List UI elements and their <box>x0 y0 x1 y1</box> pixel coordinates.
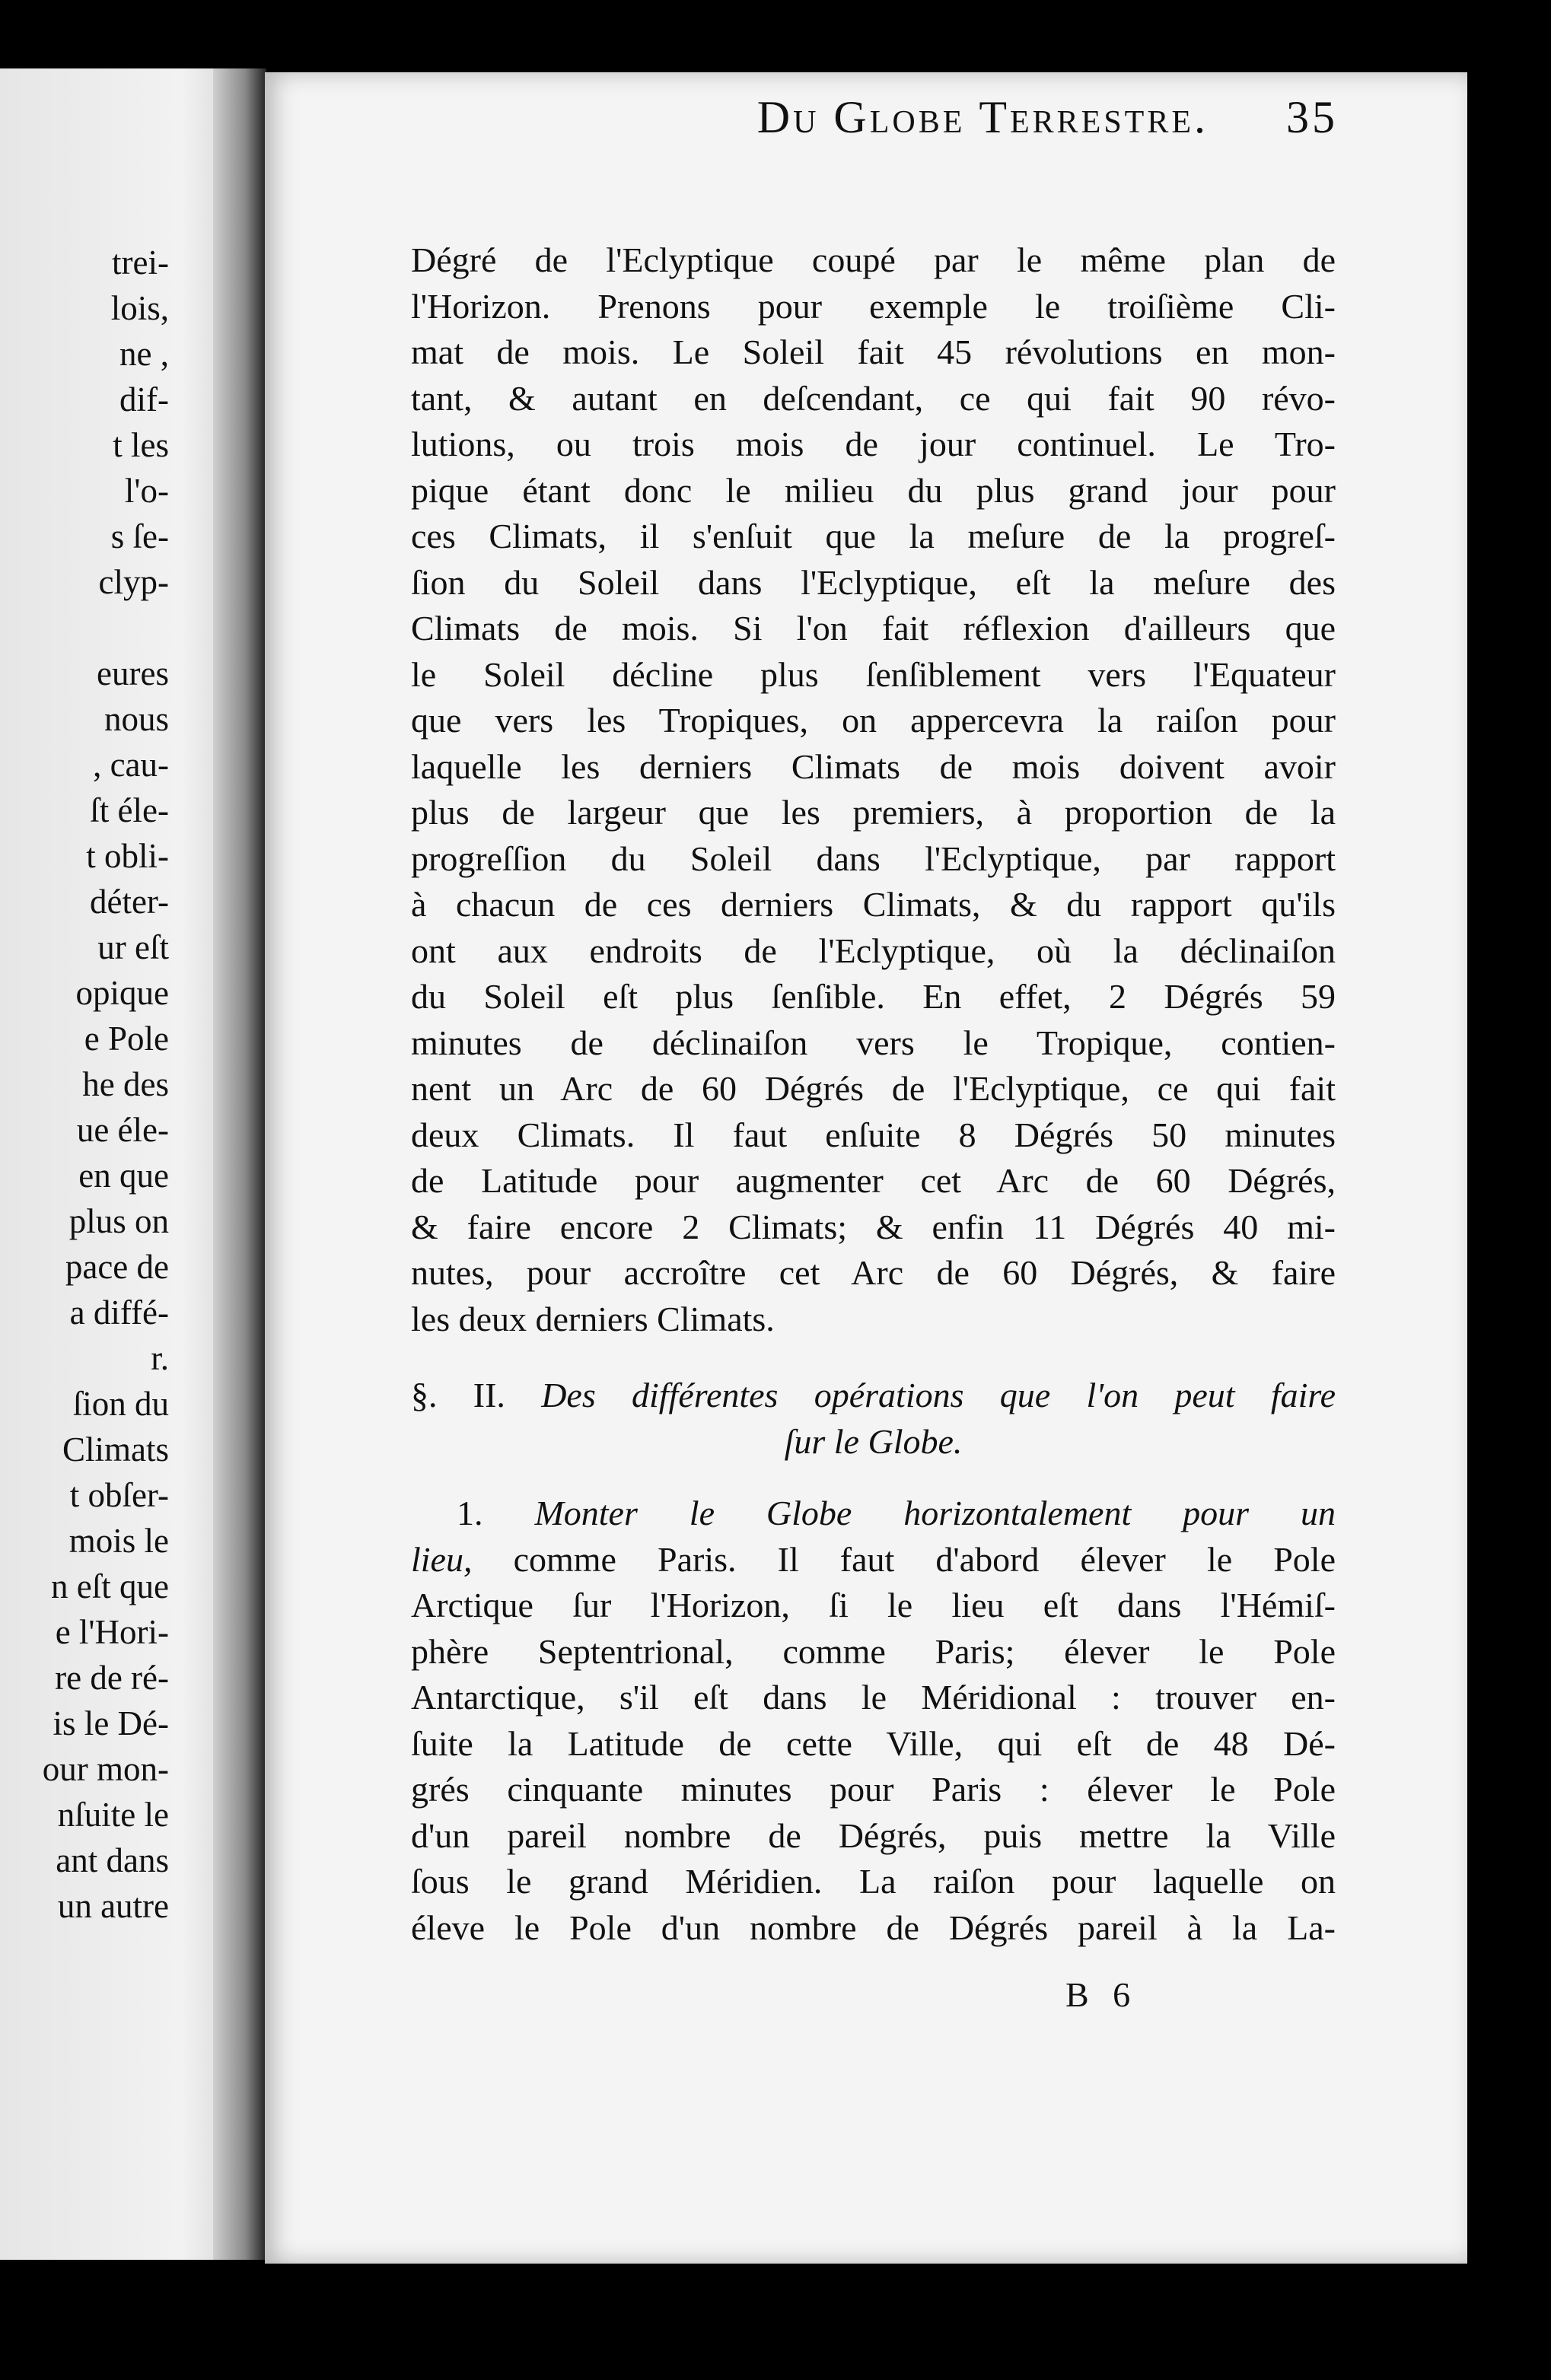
item-title: Monter le Globe horizontalement pour un <box>534 1494 1336 1532</box>
facing-page-line-fragment: ue éle- <box>76 1111 169 1149</box>
page-edge-shadow <box>1467 72 1551 2264</box>
facing-page-line-fragment: s ſe- <box>110 517 169 555</box>
facing-page-line-fragment: eures <box>97 654 169 692</box>
facing-page-line-fragment: is le Dé- <box>53 1704 169 1742</box>
page-number: 35 <box>1286 92 1338 142</box>
facing-page-line-fragment: ur eſt <box>97 928 169 966</box>
section-title-part-1: Des différentes opérations que l'on peut faire <box>541 1376 1336 1414</box>
text-line: à chacun de ces derniers Climats, & du rapport qu'ils <box>411 885 1336 924</box>
text-line: ſion du Soleil dans l'Eclyptique, eſt la meſure des <box>411 562 1336 602</box>
text-line: éleve le Pole d'un nombre de Dégrés pareil à la La- <box>411 1908 1336 1947</box>
facing-page-line-fragment: nous <box>104 700 169 738</box>
facing-page-line-fragment: déter- <box>89 883 169 921</box>
text-line: tant, & autant en deſcendant, ce qui fait 90 révo- <box>411 378 1336 418</box>
facing-page-line-fragment: pace de <box>65 1248 169 1286</box>
text-line: & faire encore 2 Climats; & enfin 11 Dégrés 40 mi- <box>411 1207 1336 1246</box>
page-body <box>411 237 1336 1951</box>
text-line: ſuite la Latitude de cette Ville, qui eſt de 48 Dé- <box>411 1723 1336 1763</box>
facing-page-line-fragment: r. <box>151 1339 169 1377</box>
signature-mark: B 6 <box>1065 1975 1139 2014</box>
facing-page-line-fragment: ſt éle- <box>90 791 169 829</box>
facing-page-line-fragment: t obli- <box>86 837 169 875</box>
text-line: phère Septentrional, comme Paris; élever le Pole <box>411 1631 1336 1671</box>
text-line: du Soleil eſt plus ſenſible. En effet, 2 Dégrés 59 <box>411 977 1336 1016</box>
section-heading <box>411 1373 1336 1465</box>
facing-page-text-fragments <box>0 240 169 1929</box>
text-line: grés cinquante minutes pour Paris : élever le Pole <box>411 1770 1336 1809</box>
text-line: mat de mois. Le Soleil fait 45 révolutions en mon- <box>411 332 1336 371</box>
item-title-end: lieu, <box>411 1539 473 1579</box>
facing-page-line-fragment: t obſer- <box>69 1476 169 1514</box>
text-line: plus de largeur que les premiers, à proportion de la <box>411 793 1336 832</box>
paragraph-continued <box>411 237 1336 1342</box>
facing-page-line-fragment: ſion du <box>72 1385 169 1423</box>
text-line: Arctique ſur l'Horizon, ſi le lieu eſt dans l'Hémiſ- <box>411 1586 1336 1624</box>
facing-page-line-fragment: Climats <box>62 1430 169 1468</box>
section-heading-line-1 <box>411 1373 1336 1419</box>
text-line: le Soleil décline plus ſenſiblement vers l'Equateur <box>411 654 1336 694</box>
facing-page-line-fragment: nſuite le <box>57 1796 169 1834</box>
facing-page-line-fragment: t les <box>113 426 169 464</box>
text-line: nent un Arc de 60 Dégrés de l'Eclyptique, ce qui fait <box>411 1069 1336 1108</box>
text-line: l'Horizon. Prenons pour exemple le troiſième Cli- <box>411 286 1336 326</box>
facing-page-line-fragment: a diffé- <box>69 1293 169 1332</box>
text-line: nutes, pour accroître cet Arc de 60 Dégrés, & faire <box>411 1253 1336 1292</box>
text-line: minutes de déclinaiſon vers le Tropique, contien- <box>411 1023 1336 1062</box>
book-gutter <box>213 68 266 2260</box>
section-heading-line-2 <box>411 1419 1336 1465</box>
text-line: Antarctique, s'il eſt dans le Méridional : trouver en- <box>411 1678 1336 1717</box>
text-line: laquelle les derniers Climats de mois doivent avoir <box>411 746 1336 786</box>
text-line: ſous le grand Méridien. La raiſon pour laquelle on <box>411 1862 1336 1901</box>
facing-page-line-fragment: lois, <box>110 289 169 327</box>
facing-page-line-fragment: n eſt que <box>51 1567 169 1605</box>
item-title-line <box>411 1491 1336 1537</box>
facing-page-line-fragment: ant dans <box>56 1841 169 1879</box>
item-line-2-text: comme Paris. Il faut d'abord élever le Pole <box>472 1539 1336 1579</box>
facing-page-line-fragment: he des <box>82 1065 169 1103</box>
text-line: Climats de mois. Si l'on fait réflexion d'ailleurs que <box>411 609 1336 648</box>
item-number: 1. <box>457 1494 483 1532</box>
text-line: progreſſion du Soleil dans l'Eclyptique, par rapport <box>411 838 1336 878</box>
facing-page-line-fragment: trei- <box>112 243 169 282</box>
text-line: deux Climats. Il faut enſuite 8 Dégrés 50 minutes <box>411 1115 1336 1154</box>
page-header <box>280 91 1338 160</box>
facing-page-line-fragment: , cau- <box>93 746 169 784</box>
section-number: §. II. <box>411 1376 505 1414</box>
facing-page-line-fragment: our mon- <box>42 1750 169 1788</box>
facing-page-line-fragment: en que <box>78 1157 169 1195</box>
item-body-lines <box>411 1583 1336 1951</box>
facing-page-line-fragment: dif- <box>119 380 169 418</box>
facing-page-line-fragment: plus on <box>68 1202 169 1240</box>
facing-page-line-fragment: un autre <box>57 1887 169 1925</box>
facing-page-line-fragment: ne , <box>119 335 169 373</box>
facing-page-line-fragment: opique <box>75 974 169 1012</box>
facing-page-line-fragment: mois le <box>68 1522 169 1560</box>
facing-page-line-fragment: clyp- <box>98 563 169 601</box>
facing-page-line-fragment: e Pole <box>84 1020 169 1058</box>
running-title: Du Globe Terrestre. <box>756 92 1209 142</box>
operation-item-1 <box>411 1491 1336 1951</box>
text-line: de Latitude pour augmenter cet Arc de 60 Dégrés, <box>411 1161 1336 1200</box>
text-line: ont aux endroits de l'Eclyptique, où la déclinaiſon <box>411 931 1336 970</box>
text-line: pique étant donc le milieu du plus grand jour pour <box>411 470 1336 510</box>
facing-page-line-fragment: e l'Hori- <box>55 1613 169 1651</box>
text-line: ces Climats, il s'enſuit que la meſure de la progreſ- <box>411 517 1336 555</box>
section-title-part-2: ſur le Globe. <box>784 1421 963 1461</box>
facing-page-line-fragment <box>0 605 169 651</box>
text-line: lutions, ou trois mois de jour continuel. Le Tro- <box>411 425 1336 463</box>
text-line: que vers les Tropiques, on appercevra la raiſon pour <box>411 701 1336 740</box>
facing-page-line-fragment: l'o- <box>124 472 169 510</box>
text-line: Dégré de l'Eclyptique coupé par le même plan de <box>411 240 1336 279</box>
text-line: les deux derniers Climats. <box>411 1299 775 1338</box>
item-line-2 <box>411 1537 1336 1583</box>
facing-page-line-fragment: re de ré- <box>55 1659 169 1697</box>
text-line: d'un pareil nombre de Dégrés, puis mettre la Ville <box>411 1815 1336 1855</box>
